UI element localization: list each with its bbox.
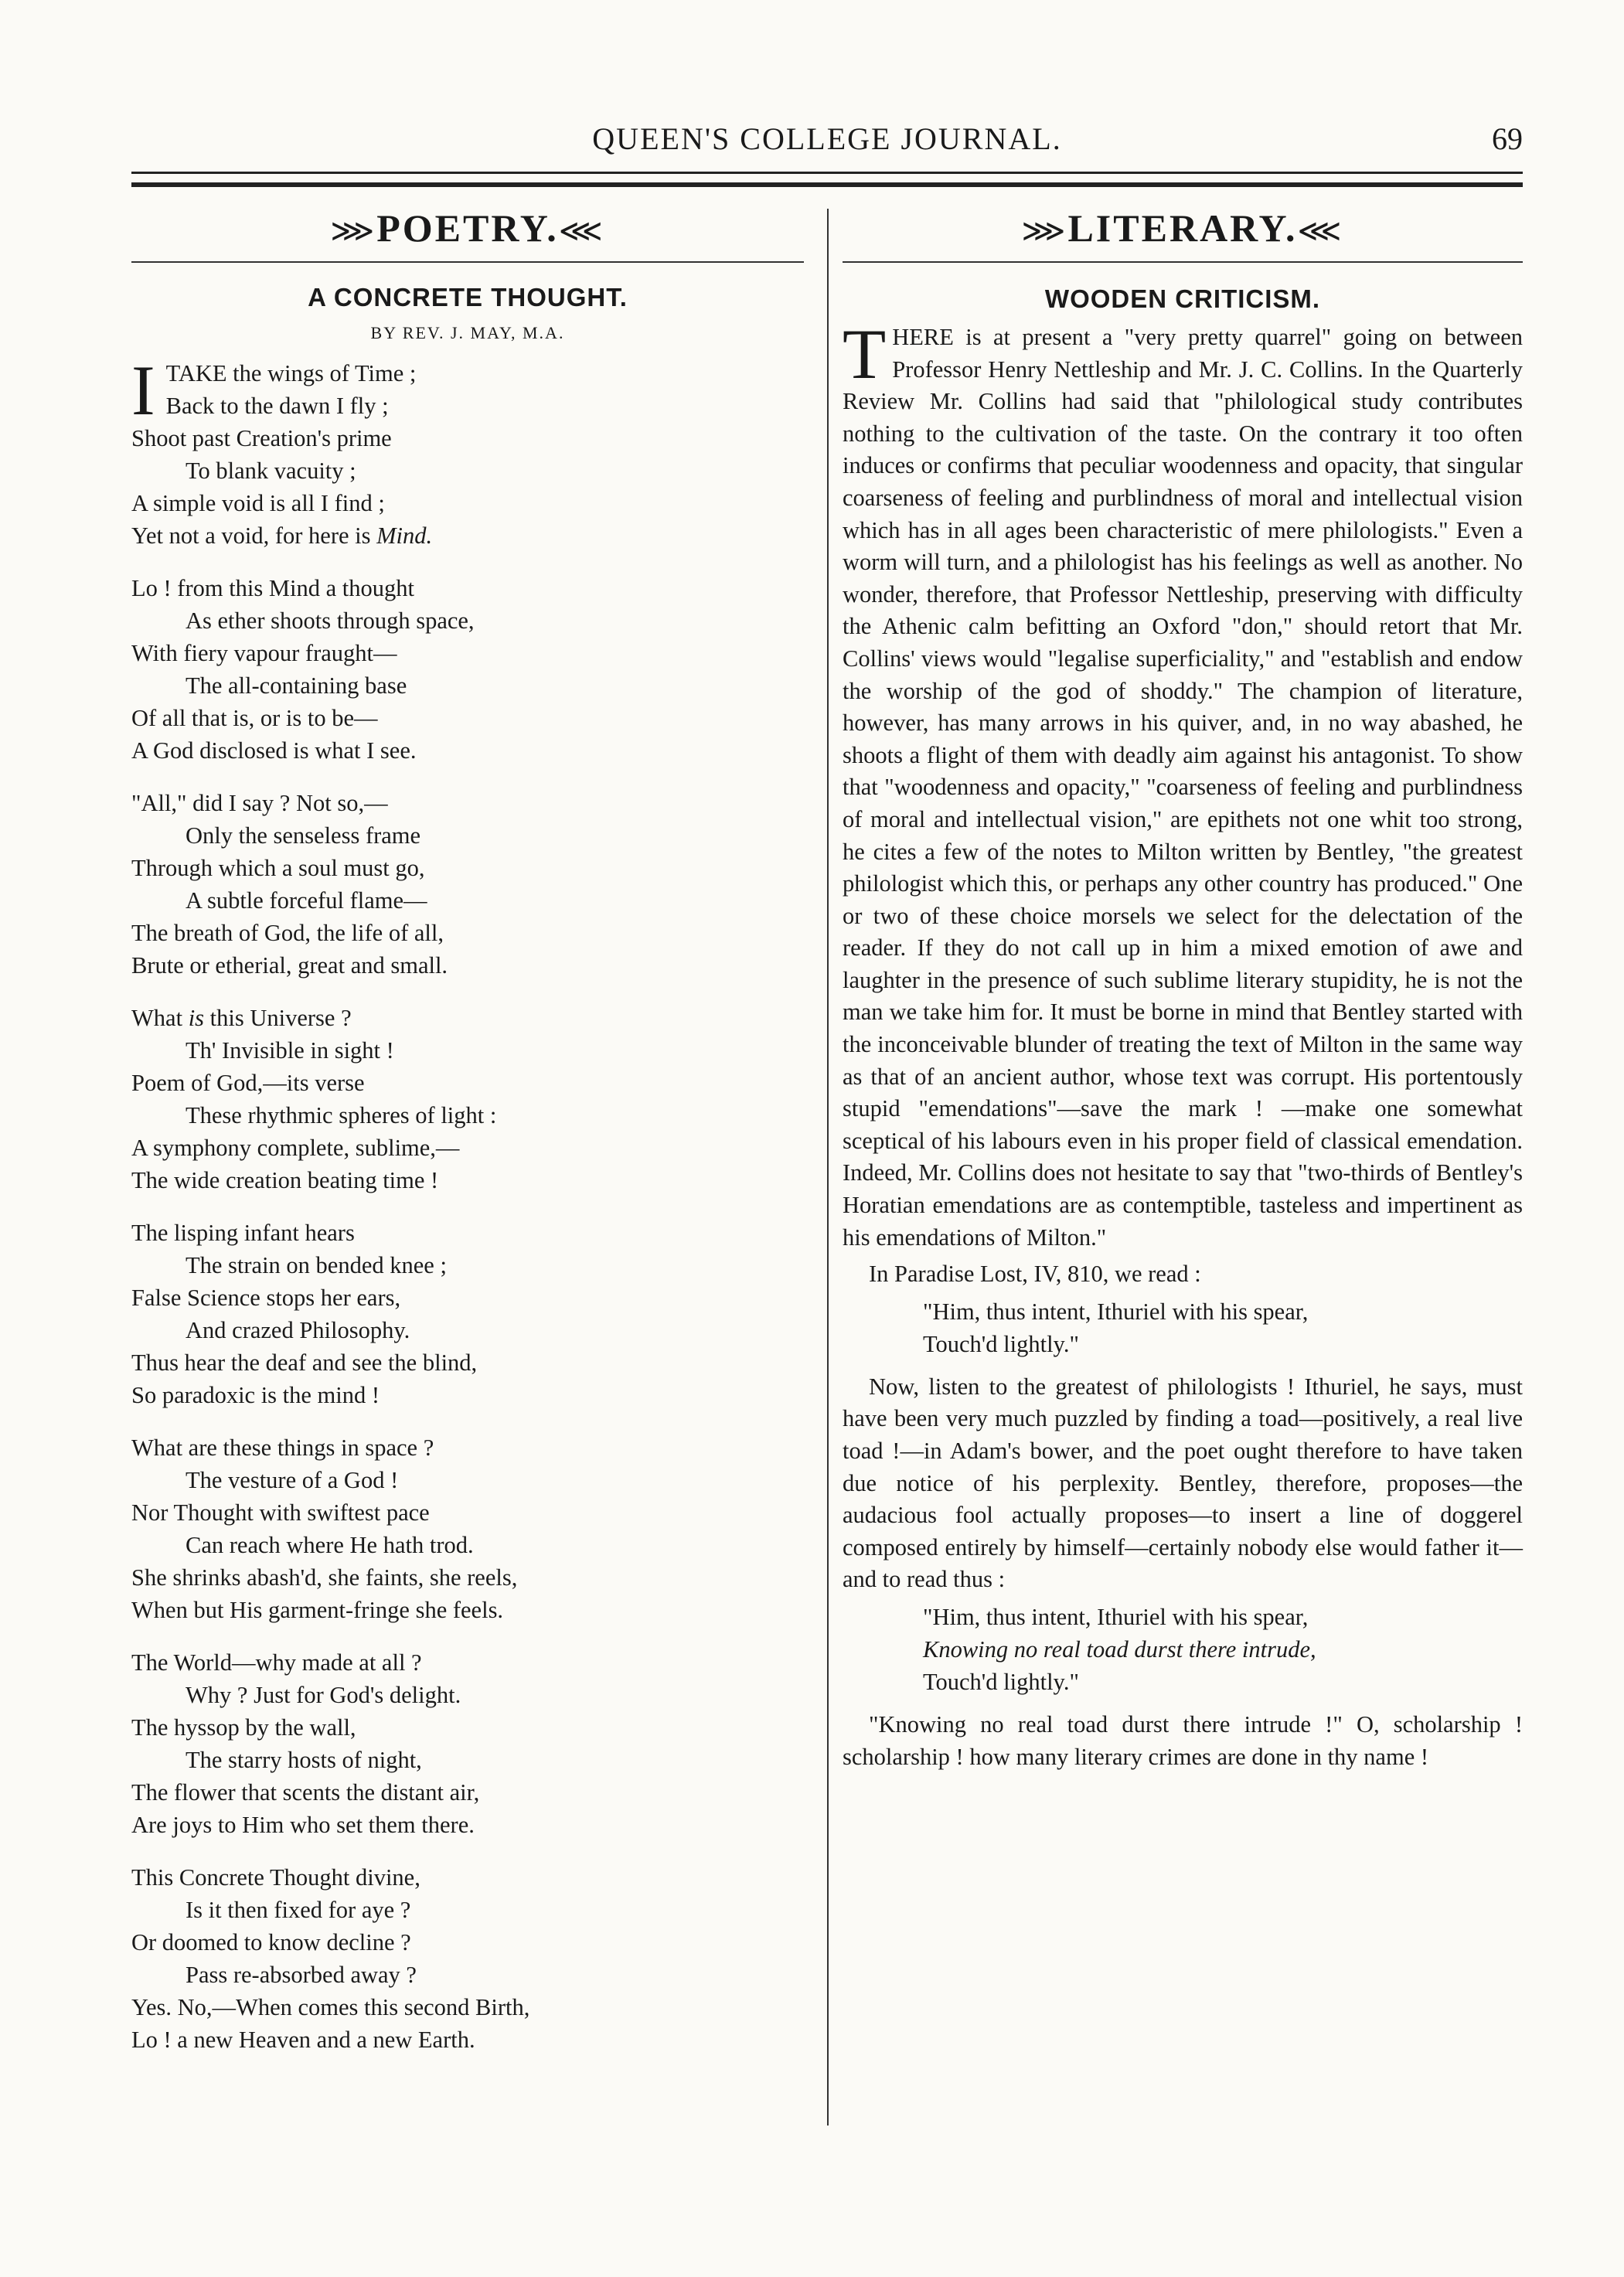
poem-line: The starry hosts of night, [186,1747,422,1773]
poem-dropcap: I [131,351,155,430]
poem-line: Thus hear the deaf and see the blind, [131,1350,478,1376]
poem-line: With fiery vapour fraught— [131,640,397,666]
poem-line: Th' Invisible in sight ! [186,1037,394,1064]
quote-line: "Him, thus intent, Ithuriel with his spear, [923,1603,1309,1630]
poem-line: Back to the dawn I fly ; [165,393,389,419]
poem-line: What is this Universe ? [131,1005,352,1031]
poem-line: Or doomed to know decline ? [131,1929,411,1955]
poem-line: The wide creation beating time ! [131,1167,439,1193]
poem-line: The vesture of a God ! [186,1467,399,1493]
column-divider [827,209,829,2126]
poem-line: Yet not a void, for here is Mind. [131,522,433,549]
article-paragraph-4: "Knowing no real toad durst there intrude !" O, scholarship ! scholarship ! how many literary crimes are done in thy name ! [843,1710,1523,1770]
poem-line: Nor Thought with swiftest pace [131,1499,430,1526]
poem-line: The strain on bended knee ; [186,1252,447,1278]
page-header [131,116,1523,170]
stanza-4 [131,1002,804,1196]
poem-title: A CONCRETE THOUGHT. [308,283,628,311]
ornament-left-icon: ⋙ [1021,213,1068,248]
poem-line: "All," did I say ? Not so,— [131,790,388,816]
poem-line: Pass re-absorbed away ? [186,1962,417,1988]
article-dropcap: T [843,315,887,393]
poem-line: Brute or etherial, great and small. [131,952,448,979]
poem-line: Is it then fixed for aye ? [186,1897,411,1923]
poem-line: The all-containing base [186,672,407,699]
article-paragraph-1 [843,315,1523,1254]
poem-line: As ether shoots through space, [186,608,475,634]
poem-line: So paradoxic is the mind ! [131,1382,380,1408]
stanza-8 [131,1861,804,2056]
poem-line: A simple void is all I find ; [131,490,385,516]
stanza-2 [131,572,804,767]
page-number: 69 [1492,121,1523,156]
poem-line: She shrinks abash'd, she faints, she reels, [131,1564,518,1591]
poem-line: TAKE the wings of Time ; [165,360,417,386]
poem-line: This Concrete Thought divine, [131,1864,420,1891]
quotation-2 [843,1601,1523,1698]
poem-line: A God disclosed is what I see. [131,737,417,764]
header-rule-thick [131,182,1523,187]
stanza-7 [131,1646,804,1841]
quotation-1 [843,1295,1523,1360]
ornament-left-icon: ⋙ [330,213,377,248]
poetry-section-title: POETRY. [376,206,559,250]
poem-line: Can reach where He hath trod. [186,1532,474,1558]
poem-line: Why ? Just for God's delight. [186,1682,461,1708]
poetry-heading-rule [131,261,804,263]
article-title: WOODEN CRITICISM. [1044,284,1321,313]
quote-line: "Him, thus intent, Ithuriel with his spear, [923,1298,1309,1325]
stanza-6 [131,1431,804,1626]
quote-line: Knowing no real toad durst there intrude, [923,1635,1316,1663]
literary-section-title: LITERARY. [1067,206,1298,250]
poem-line: Lo ! a new Heaven and a new Earth. [131,2027,475,2053]
ornament-right-icon: ⋘ [558,213,605,248]
poem-line: A subtle forceful flame— [186,887,427,914]
poem-line: Yes. No,—When comes this second Birth, [131,1994,530,2020]
poem-byline: BY REV. J. MAY, M.A. [370,323,565,342]
literary-column [843,201,1523,1773]
poem-line: The World—why made at all ? [131,1649,422,1676]
ornament-right-icon: ⋘ [1297,213,1344,248]
literary-section-heading [843,201,1523,255]
poem-line: A symphony complete, sublime,— [131,1135,460,1161]
poem-line: False Science stops her ears, [131,1285,401,1311]
poem-line: And crazed Philosophy. [186,1317,410,1343]
poem-line: The breath of God, the life of all, [131,920,444,946]
poem-line: The flower that scents the distant air, [131,1779,480,1806]
poem-line: To blank vacuity ; [186,458,356,484]
poem-line: Are joys to Him who set them there. [131,1812,475,1838]
stanza-1 [131,351,804,552]
journal-title: QUEEN'S COLLEGE JOURNAL. [592,121,1062,156]
poem-line: Only the senseless frame [186,822,421,849]
quote-line: Touch'd lightly." [923,1330,1079,1357]
poem-line: Shoot past Creation's prime [131,425,392,451]
paragraph-text: HERE is at present a "very pretty quarrel" going on between Professor Henry Nettleship and Mr. J. C. Collins. In the Quarterly Review Mr. Collins had said that "philological study contributes nothing to the cultivation of the taste. On the contrary it too often induces or confirms that peculiar woodenness and opacity, that singular coarseness of feeling and purblindness of moral and intellectual vision which has in all ages been characteristic of mere philologists." Even a worm will turn, and a philologist has his feelings as well as another. No wonder, therefore, that Professor Nettleship, preserving with difficulty the Athenic calm befitting an Oxford "don," should retort that Mr. Collins' views would "legalise superficiality," and "establish and endow the worship of the god of shoddy." The champion of literature, however, has many arrows in his quiver, and, in no way abashed, he shoots a flight of them with deadly aim against his antagonist. To show that "woodenness and opacity," "coarseness of feeling and purblindness of moral and intellectual vision," are epithets not one whit too strong, he cites a few of the notes to Milton written by Bentley, "the greatest philologist which this, or perhaps any other country has produced." One or two of these choice morsels we select for the delectation of the reader. If they do not call up in him a mixed emotion of awe and laughter in the presence of such sublime literary stupidity, he is not the man we take him for. It must be borne in mind that Bentley started with the inconceivable blunder of treating the text of Milton in the same way as that of an ancient author, whose text was corrupt. His portentously stupid "emendations"—save the mark ! —make one somewhat sceptical of his labours even in his proper field of classical emendation. Indeed, Mr. Collins does not hesitate to say that "two-thirds of Bentley's Horatian emendations are as contemptible, tasteless and impertinent as his emendations of Milton." [843,324,1523,1251]
poem-line: Poem of God,—its verse [131,1070,365,1096]
poem-line: Lo ! from this Mind a thought [131,575,414,601]
poem-line: Through which a soul must go, [131,855,425,881]
poem-line: What are these things in space ? [131,1435,434,1461]
poem-line: These rhythmic spheres of light : [186,1102,497,1128]
header-rule [131,172,1523,174]
poetry-section-heading [131,201,804,255]
poem-line: The lisping infant hears [131,1220,355,1246]
stanza-5 [131,1217,804,1411]
article-paragraph-3: Now, listen to the greatest of philologists ! Ithuriel, he says, must have been very much puzzled by finding a toad—positively, a real live toad !—in Adam's bower, and the poet ought therefore to have taken due notice of his perplexity. Bentley, therefore, proposes—the audacious fool actually proposes—to insert a line of doggerel composed entirely by himself—certainly nobody else would father it—and to read thus : [843,1373,1523,1593]
article-paragraph-2: In Paradise Lost, IV, 810, we read : [869,1261,1201,1288]
poem-line: The hyssop by the wall, [131,1714,356,1741]
poem-line: When but His garment-fringe she feels. [131,1597,504,1623]
poem-line: Of all that is, or is to be— [131,705,378,731]
stanza-3 [131,787,804,982]
literary-heading-rule [843,261,1523,263]
quote-line: Touch'd lightly." [923,1668,1079,1695]
poetry-column [131,201,804,2056]
